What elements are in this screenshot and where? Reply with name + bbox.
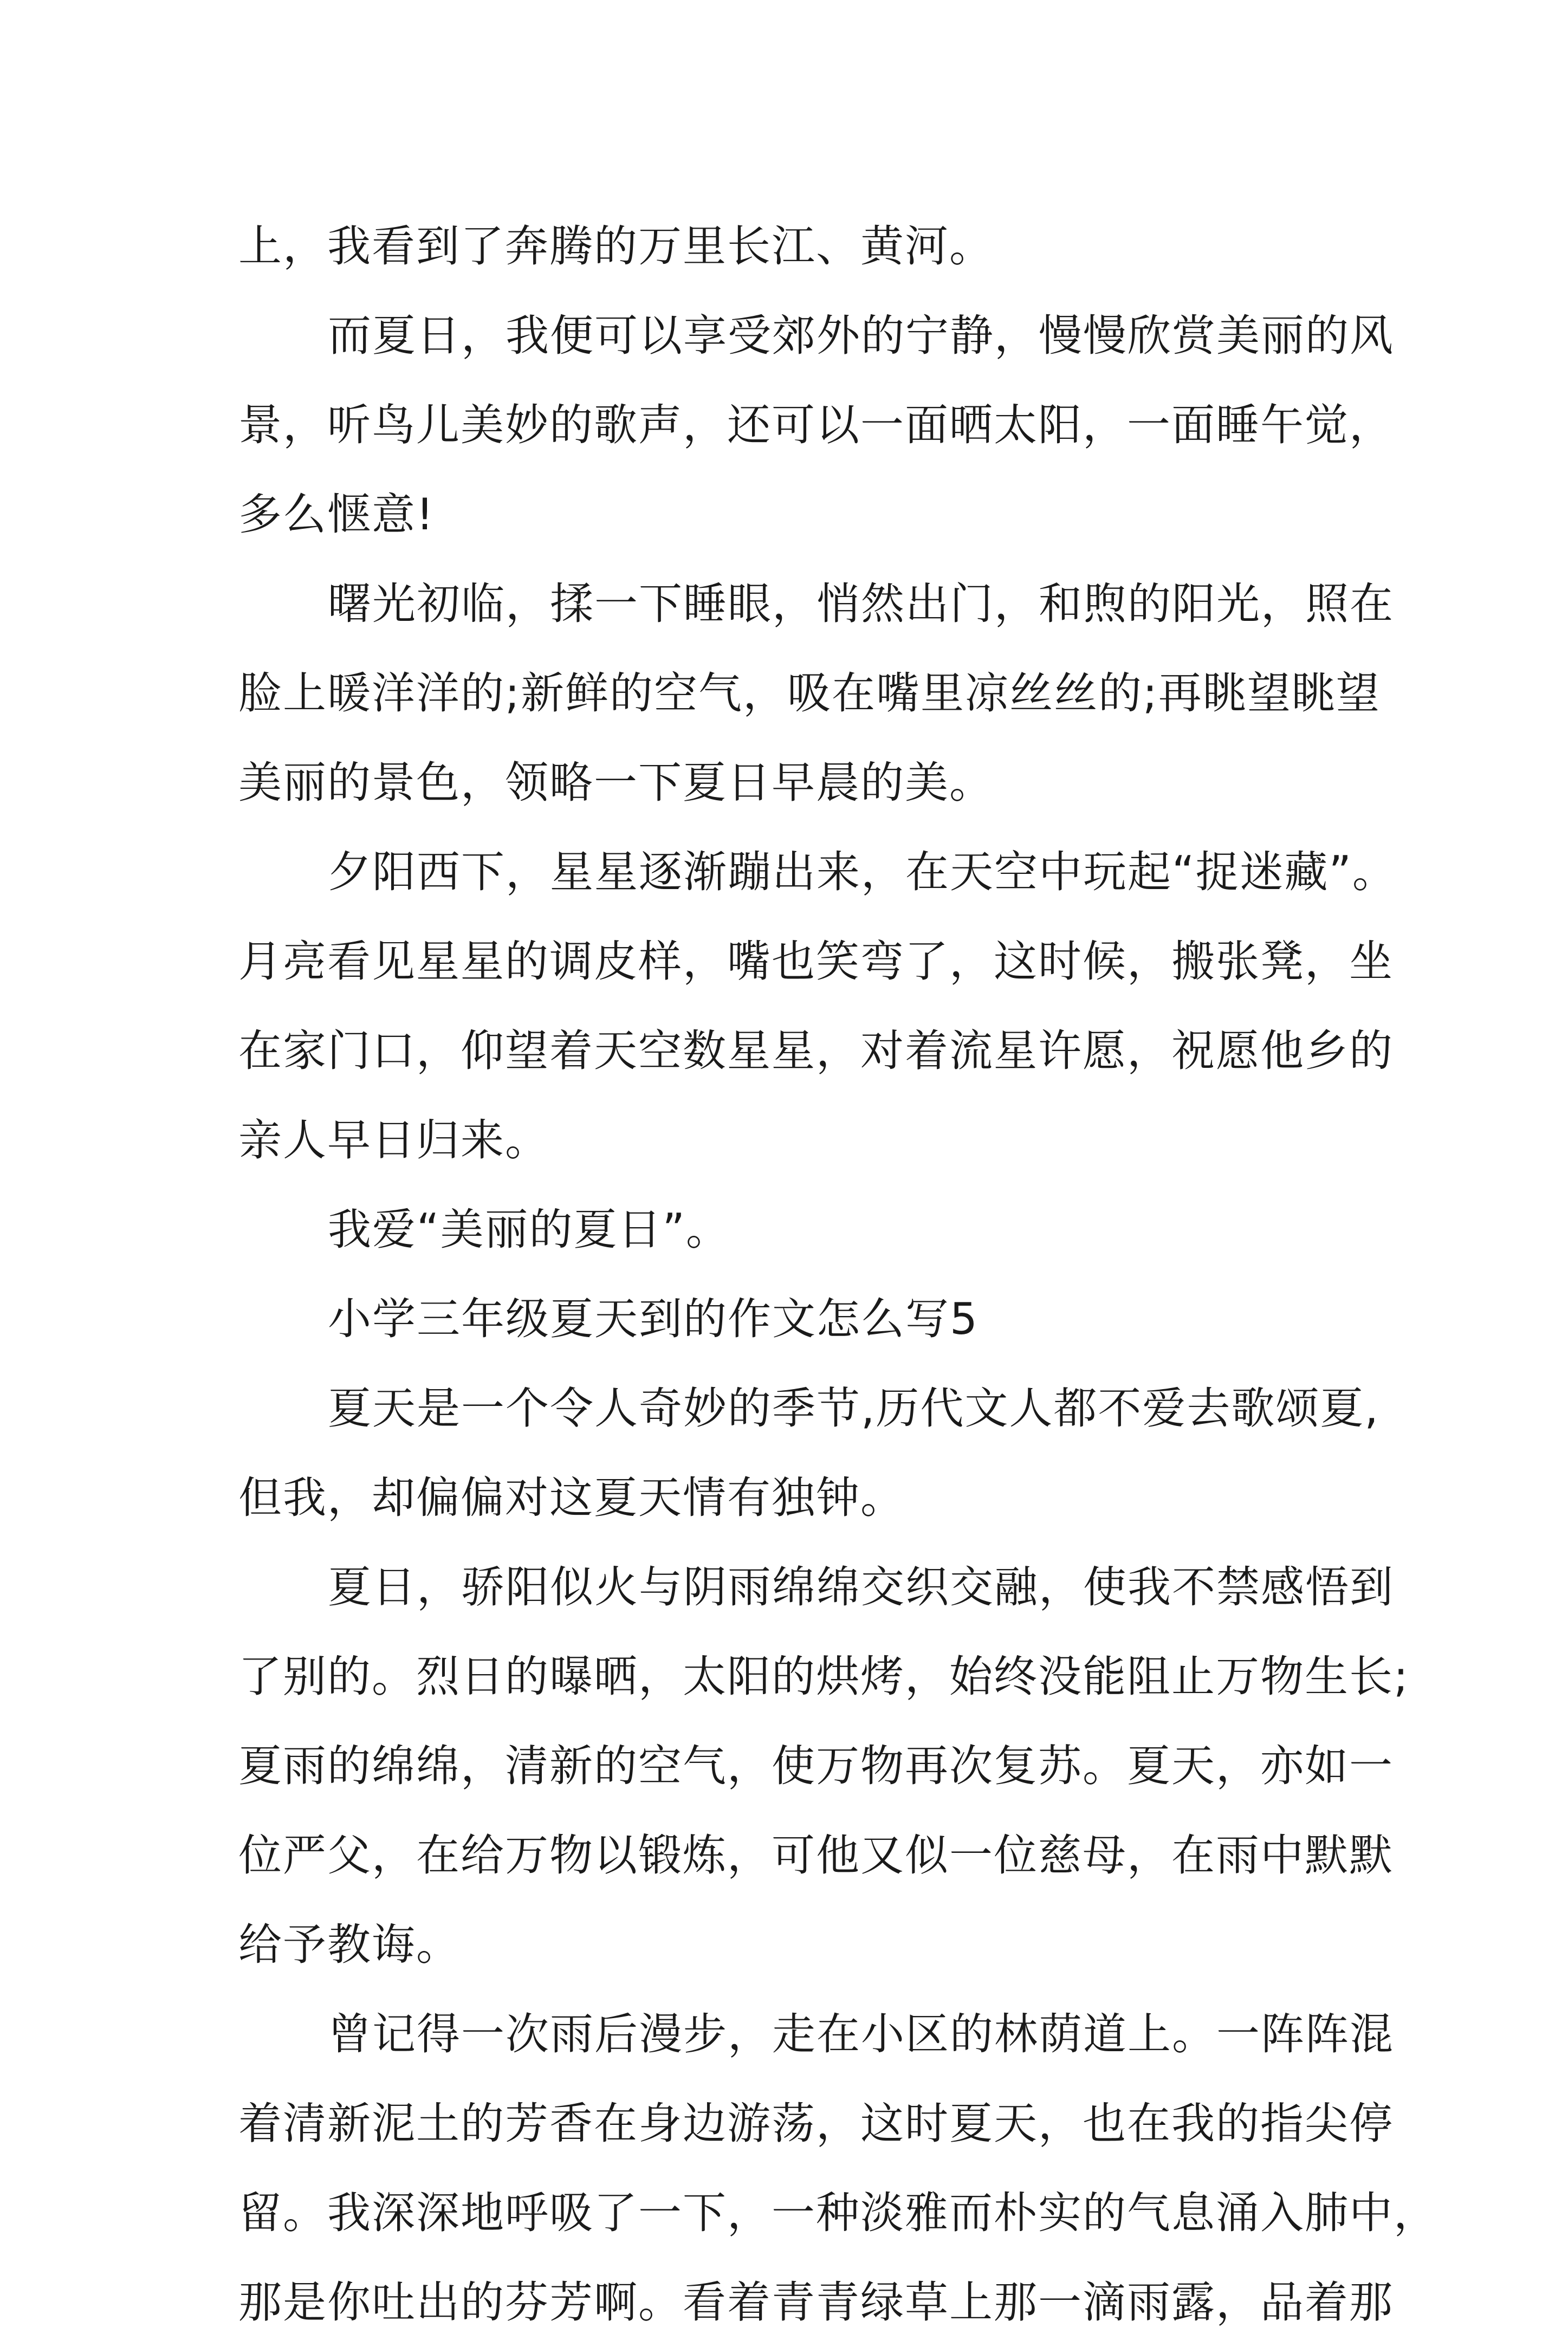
text-line: 夕阳西下，星星逐渐蹦出来，在天空中玩起“捉迷藏”。 xyxy=(328,847,1397,897)
text-line: 上，我看到了奔腾的万里长江、黄河。 xyxy=(238,221,994,271)
essay-text xyxy=(238,202,1438,2347)
text-line: 夏日，骄阳似火与阴雨绵绵交织交融，使我不禁感悟到 xyxy=(328,1562,1394,1612)
text-line: 我爱“美丽的夏日”。 xyxy=(328,1204,730,1255)
text-line: 美丽的景色，领略一下夏日早晨的美。 xyxy=(238,757,994,808)
text-line: 夏天是一个令人奇妙的季节,历代文人都不爱去歌颂夏, xyxy=(328,1383,1379,1434)
text-line: 曾记得一次雨后漫步，走在小区的林荫道上。一阵阵混 xyxy=(328,2009,1394,2059)
text-line: 在家门口，仰望着天空数星星，对着流星许愿，祝愿他乡的 xyxy=(238,1026,1394,1076)
text-line: 曙光初临，揉一下睡眼，悄然出门，和煦的阳光，照在 xyxy=(328,579,1394,629)
text-line: 亲人早日归来。 xyxy=(238,1115,549,1165)
text-line: 了别的。烈日的曝晒，太阳的烘烤，始终没能阻止万物生长; xyxy=(238,1651,1409,1702)
text-line: 位严父，在给万物以锻炼，可他又似一位慈母，在雨中默默 xyxy=(238,1830,1394,1881)
text-line: 留。我深深地呼吸了一下，一种淡雅而朴实的气息涌入肺中， xyxy=(238,2188,1438,2238)
text-line: 给予教诲。 xyxy=(238,1920,461,1970)
text-line: 景，听鸟儿美妙的歌声，还可以一面晒太阳，一面睡午觉， xyxy=(238,400,1394,450)
text-line: 脸上暖洋洋的;新鲜的空气，吸在嘴里凉丝丝的;再眺望眺望 xyxy=(238,668,1381,718)
text-line: 月亮看见星星的调皮样，嘴也笑弯了，这时候，搬张凳，坐 xyxy=(238,936,1394,987)
text-line: 而夏日，我便可以享受郊外的宁静，慢慢欣赏美丽的风 xyxy=(328,310,1394,361)
text-line: 着清新泥土的芳香在身边游荡，这时夏天，也在我的指尖停 xyxy=(238,2098,1394,2149)
text-line: 但我，却偏偏对这夏天情有独钟。 xyxy=(238,1473,905,1523)
text-line: 多么惬意! xyxy=(238,489,435,540)
text-line: 夏雨的绵绵，清新的空气，使万物再次复苏。夏天，亦如一 xyxy=(238,1741,1394,1791)
section-title: 小学三年级夏天到的作文怎么写5 xyxy=(328,1294,979,1344)
text-line: 那是你吐出的芬芳啊。看着青青绿草上那一滴雨露，品着那 xyxy=(238,2277,1394,2327)
